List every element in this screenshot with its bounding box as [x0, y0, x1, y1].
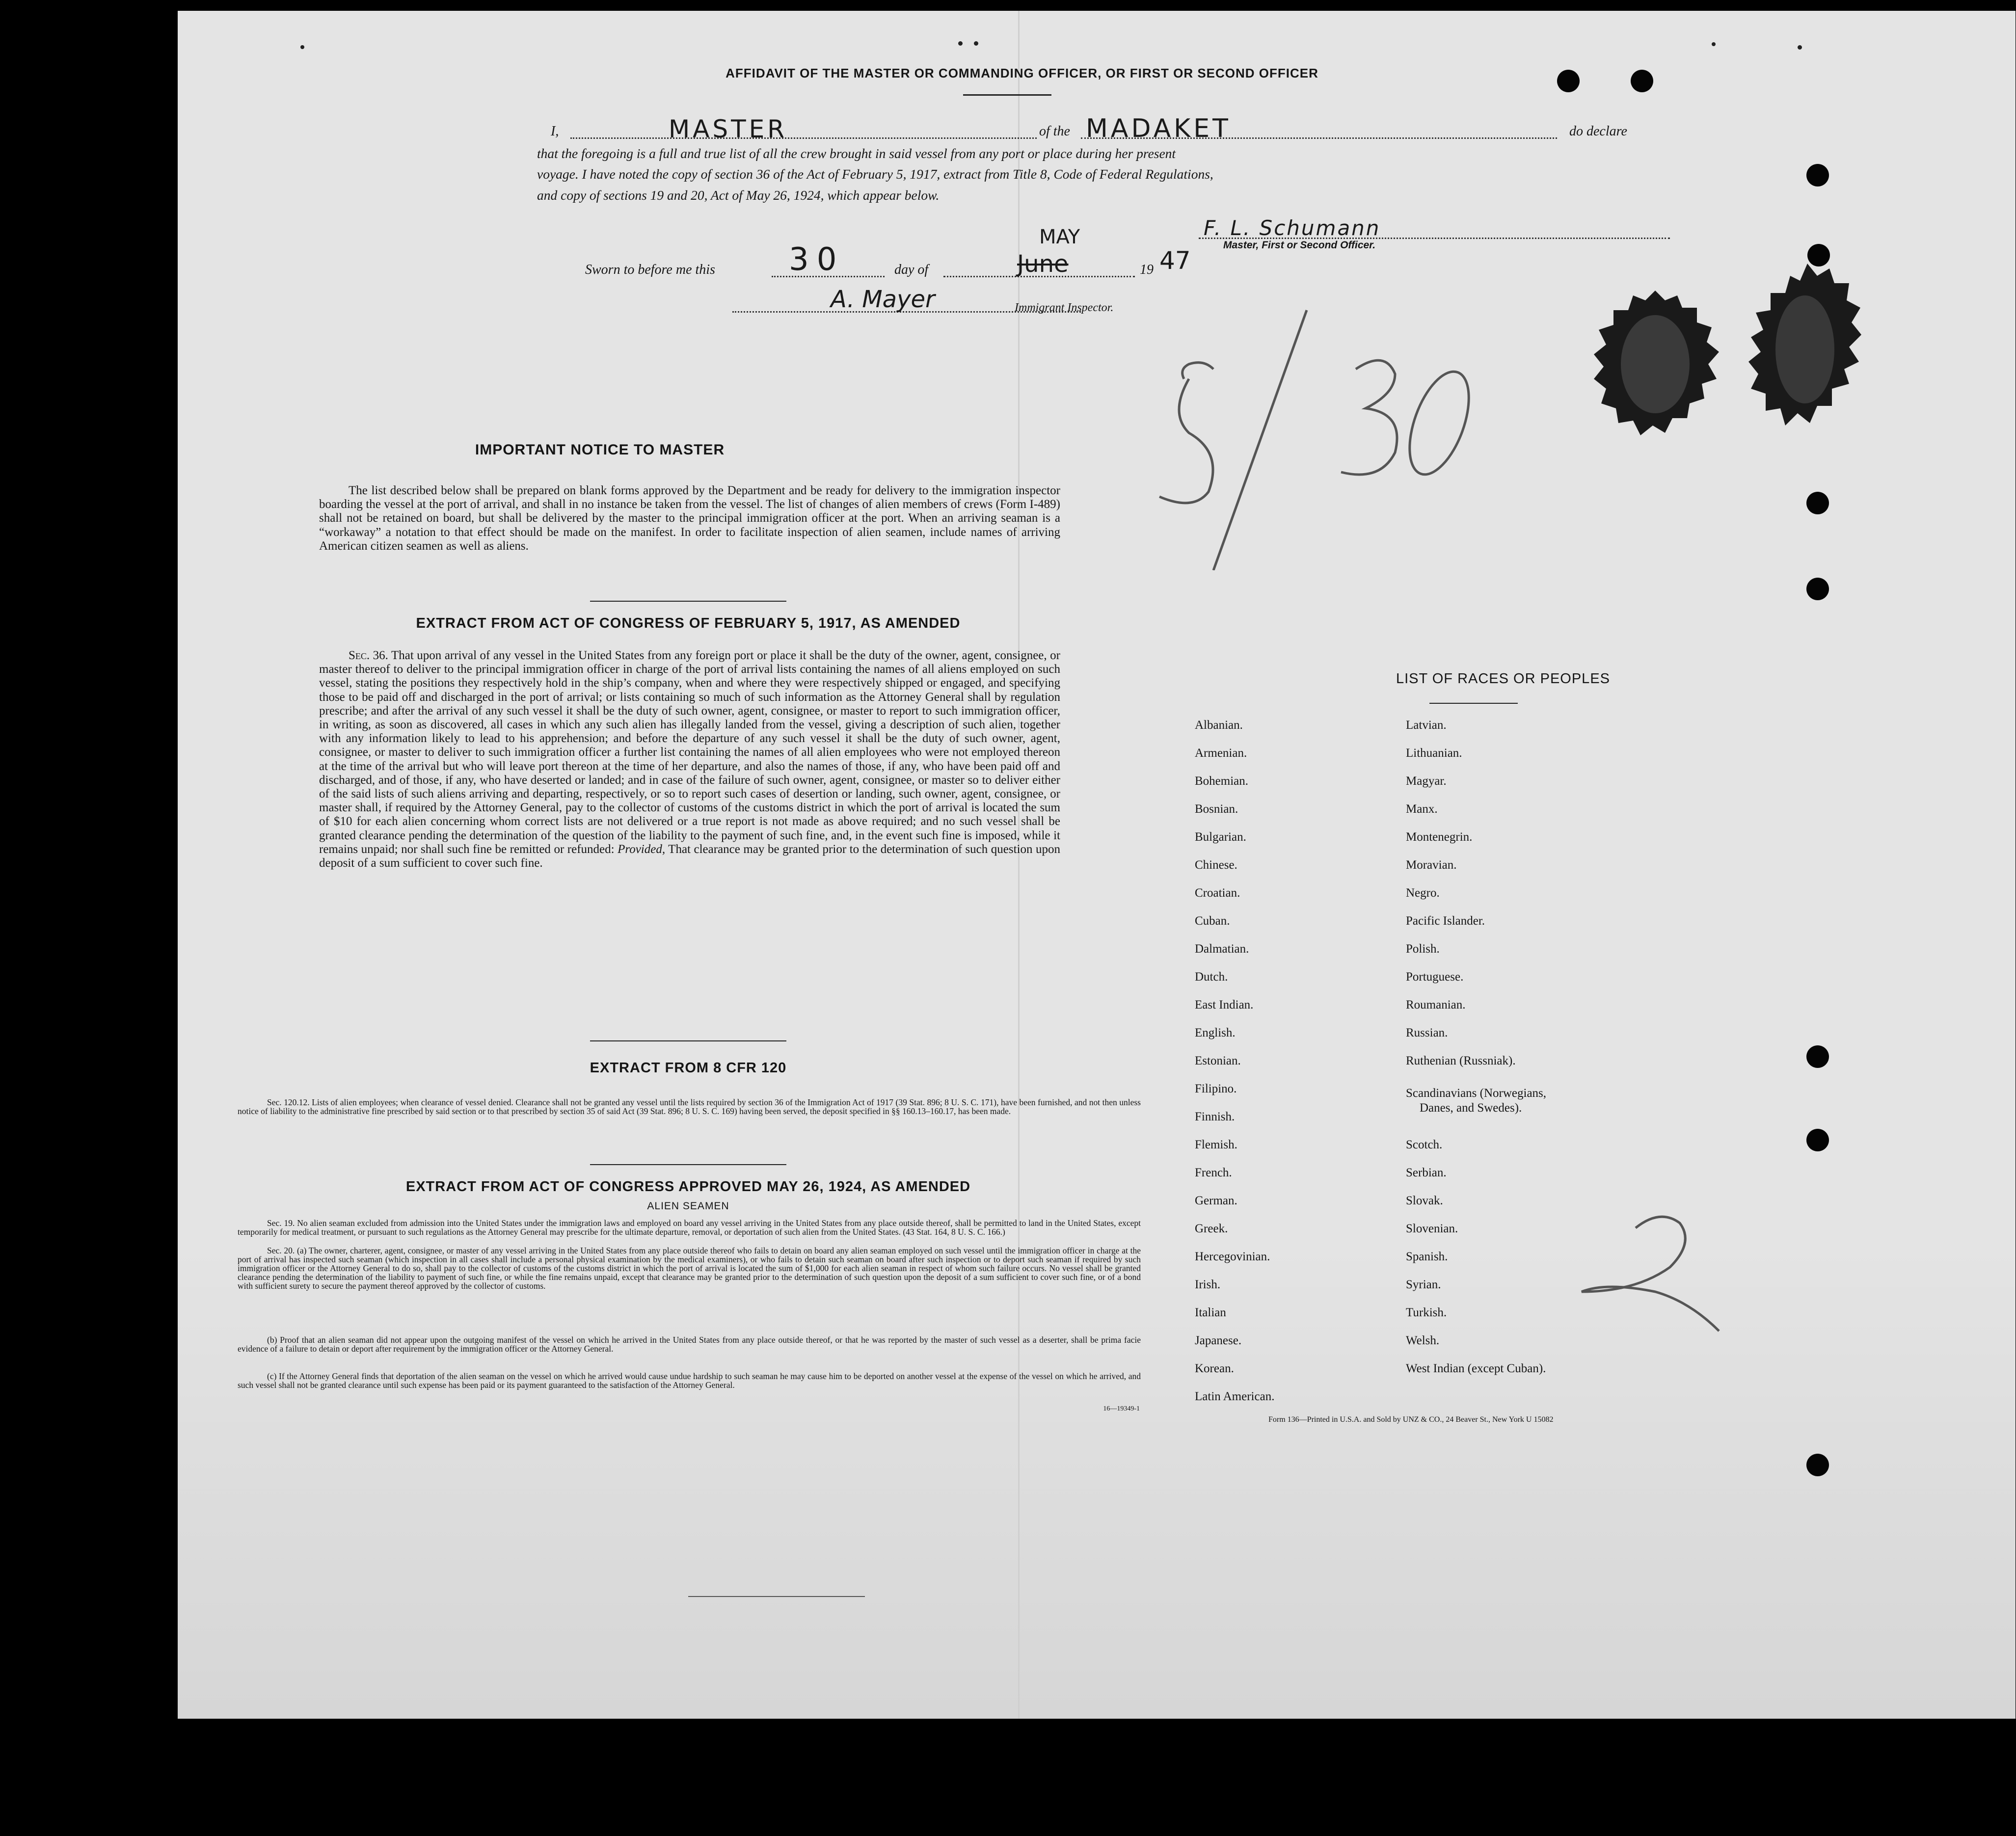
race-item: Hercegovinian. — [1195, 1250, 1270, 1263]
race-item: Irish. — [1195, 1278, 1221, 1291]
officer-title-field — [570, 137, 1037, 139]
sworn-label: Sworn to before me this — [585, 262, 715, 277]
section-rule — [590, 601, 786, 602]
race-item: Latvian. — [1406, 718, 1447, 732]
race-item: Scandinavians (Norwegians, — [1406, 1087, 1547, 1100]
race-item: Portuguese. — [1406, 970, 1464, 984]
inspector-signature: A. Mayer — [831, 286, 935, 313]
punch-hole — [1806, 492, 1829, 514]
race-item: Bosnian. — [1195, 802, 1238, 816]
affidavit-line-2: voyage. I have noted the copy of section 36 of the Act of February 5, 1917, extract from Title 8, Code of Federal Regulations, — [537, 166, 1213, 182]
race-item: West Indian (except Cuban). — [1406, 1362, 1546, 1375]
race-item: Korean. — [1195, 1362, 1234, 1375]
punch-hole — [1807, 244, 1830, 266]
month-struck-handwritten: June — [1017, 250, 1069, 278]
section-20c-text: (c) If the Attorney General finds that deportation of the alien seaman on the vessel on which he arrived would cause undue hardship to such seaman he may cause him to be deported on another vessel at the expense of the vessel on which he arrived, and such vessel shall not be granted clearance until such expense has been paid or its payment guaranteed to the satisfaction of the Attorney General. — [238, 1371, 1141, 1390]
race-item: Italian — [1195, 1306, 1226, 1319]
race-item: Slovak. — [1406, 1194, 1443, 1207]
extract-cfr-title: EXTRACT FROM 8 CFR 120 — [590, 1060, 787, 1076]
race-item: French. — [1195, 1166, 1232, 1179]
race-item: Moravian. — [1406, 858, 1457, 872]
big-date-handwriting — [1140, 295, 1493, 570]
speck — [300, 45, 304, 49]
race-item: Turkish. — [1406, 1306, 1447, 1319]
day-of-label: day of — [894, 262, 929, 277]
race-item: Estonian. — [1195, 1054, 1241, 1067]
affidavit-of-the: of the — [1039, 124, 1070, 139]
speck — [1798, 45, 1802, 50]
affidavit-line-3: and copy of sections 19 and 20, Act of May 26, 1924, which appear below. — [537, 187, 940, 203]
race-item: Lithuanian. — [1406, 746, 1462, 760]
extract-1924-title: EXTRACT FROM ACT OF CONGRESS APPROVED MAY 26, 1924, AS AMENDED — [405, 1179, 971, 1195]
race-item: East Indian. — [1195, 998, 1254, 1011]
race-item: Negro. — [1406, 886, 1440, 900]
race-item: Scotch. — [1406, 1138, 1443, 1151]
race-item: Filipino. — [1195, 1082, 1237, 1095]
race-item: Magyar. — [1406, 774, 1447, 788]
paper-shadow — [178, 1238, 2016, 1719]
race-item: Danes, and Swedes). — [1420, 1101, 1522, 1115]
race-item: German. — [1195, 1194, 1237, 1207]
race-item: Polish. — [1406, 942, 1440, 956]
race-item: Armenian. — [1195, 746, 1247, 760]
speck — [974, 41, 978, 46]
section-20b-text: (b) Proof that an alien seaman did not appear upon the outgoing manifest of the vessel on which he arrived in the United States from any place outside thereof, or that he was reported by the master of such vessel as a deserter, shall be prima facie evidence of a failure to detain or deport after requirement by the immigration officer or the Attorney General. — [238, 1335, 1141, 1354]
extract-1917-text — [319, 649, 1060, 870]
race-item: Roumanian. — [1406, 998, 1466, 1011]
document-page — [178, 11, 2016, 1719]
punch-hole — [1806, 164, 1829, 186]
extract-1924-subtitle: ALIEN SEAMEN — [647, 1200, 729, 1212]
affidavit-i: I, — [551, 124, 559, 139]
race-item: Cuban. — [1195, 914, 1230, 928]
race-item: Pacific Islander. — [1406, 914, 1485, 928]
master-signature: F. L. Schumann — [1204, 216, 1381, 240]
notice-title: IMPORTANT NOTICE TO MASTER — [475, 442, 725, 458]
race-item: Japanese. — [1195, 1334, 1242, 1347]
race-item: Bohemian. — [1195, 774, 1249, 788]
race-item: Spanish. — [1406, 1250, 1448, 1263]
races-rule — [1429, 703, 1518, 704]
section-36-body: That upon arrival of any vessel in the United States from any foreign port or place it shall be the duty of the owner, agent, consignee, or master thereof to deliver to the principal immigration officer in charge of the port of arrival lists containing the names of all aliens employed on such vessel, stating the positions they respectively hold in the ship’s company, when and where they were respectively shipped or engaged, and specifying those to be paid off and discharged in the port of arrival; or lists containing so much of such information as the Attorney General shall by regulation prescribe; and after the arrival of any such vessel it shall be the duty of such owner, agent, consignee, or master to report to such immigration officer, in writing, as soon as discovered, all cases in which any such alien has illegally landed from the vessel, giving a description of such alien, together with any information likely to lead to his apprehension; and before the departure of any such vessel it shall be the duty of such owner, agent, consignee, or master to deliver to such immigration officer a further list containing the names of all alien employees who were not employed thereon at the time of the arrival but who will leave port thereon at the time of her departure, and also the names of those, if any, who have been paid off and discharged, and of those, if any, who have deserted or landed; and in case of the failure of such owner, agent, consignee, or master so to deliver either of the said lists of such aliens arriving and departing, respectively, or so to report such cases of desertion or landing, such owner, agent, consignee, or master shall, if required by the Attorney General, pay to the collector of customs of the customs district in which the port of arrival is located the sum of $10 for each alien concerning whom correct lists are not delivered or a true report is not made as above required; and no such vessel shall be granted clearance pending the determination of the question of the liability to the payment of such fine, and, in the event such fine is imposed, while it remains unpaid; nor shall such fine be remitted or refunded: — [319, 649, 1060, 856]
race-item: Dutch. — [1195, 970, 1228, 984]
race-item: Russian. — [1406, 1026, 1448, 1039]
punch-hole — [1806, 1129, 1829, 1151]
speck — [958, 41, 963, 46]
punch-hole — [1806, 1045, 1829, 1068]
form-code: 16—19349-1 — [1103, 1405, 1140, 1412]
master-caption: Master, First or Second Officer. — [1223, 239, 1376, 251]
race-item: Chinese. — [1195, 858, 1237, 872]
race-item: English. — [1195, 1026, 1236, 1039]
section-rule — [590, 1164, 786, 1165]
vessel-name-handwritten: MADAKET — [1086, 114, 1231, 143]
affidavit-line-1: that the foregoing is a full and true list of all the crew brought in said vessel from any port or place during her present — [537, 146, 1176, 161]
race-item: Manx. — [1406, 802, 1438, 816]
race-item: Serbian. — [1406, 1166, 1447, 1179]
race-item: Latin American. — [1195, 1390, 1275, 1403]
race-item: Greek. — [1195, 1222, 1228, 1235]
section-19-text: Sec. 19. No alien seaman excluded from admission into the United States under the immigration laws and employed on board any vessel arriving in the United States from any place outside thereof, shall be permitted to land in the United States, except temporarily for medical treatment, or pursuant to such regulations as the Attorney General may prescribe for the ultimate departure, removal, or deportation of such alien from the United States. (43 Stat. 164, 8 U. S. C. 166.) — [238, 1218, 1141, 1237]
officer-title-handwritten: MASTER — [669, 115, 787, 143]
race-item: Dalmatian. — [1195, 942, 1249, 956]
printer-imprint: Form 136—Printed in U.S.A. and Sold by UNZ & CO., 24 Beaver St., New York U 15082 — [1268, 1415, 1554, 1424]
notice-text: The list described below shall be prepared on blank forms approved by the Department and be ready for delivery to the immigration inspector boarding the vessel at the port of arrival, and shall in no instance be taken from the vessel. The list of changes of alien members of crews (Form I-489) shall not be retained on board, but shall be delivered by the master to the principal immigration officer at the port. When an arriving seaman is a “workaway” a notation to that effect should be made on the manifest. In order to facilitate inspection of alien seamen, include names of arriving American citizen seamen as well as aliens. — [319, 484, 1060, 553]
race-item: Albanian. — [1195, 718, 1243, 732]
section-rule — [590, 1040, 786, 1041]
race-item: Ruthenian (Russniak). — [1406, 1054, 1516, 1067]
embossed-seal-left — [1591, 286, 1719, 443]
extract-1917-title: EXTRACT FROM ACT OF CONGRESS OF FEBRUARY 5, 1917, AS AMENDED — [416, 615, 961, 631]
year-prefix: 19 — [1140, 262, 1154, 277]
provided-word: Provided, — [618, 842, 666, 856]
faint-rule — [688, 1596, 865, 1597]
punch-hole — [1806, 1454, 1829, 1476]
title-rule — [963, 94, 1051, 96]
race-item: Montenegrin. — [1406, 830, 1473, 844]
races-title: LIST OF RACES OR PEOPLES — [1396, 671, 1611, 687]
embossed-seal-right — [1748, 261, 1861, 438]
race-item: Syrian. — [1406, 1278, 1441, 1291]
section-20a-text: Sec. 20. (a) The owner, charterer, agent, consignee, or master of any vessel arriving in the United States from any place outside thereof who fails to detain on board any alien seaman employed on such vessel until the immigration officer in charge at the port of arrival has inspected such seaman (which inspection in all cases shall include a personal physical examination by the medical examiners), or who fails to detain such seaman on board after such inspection or to deport such seaman if required by such immigration officer or the Attorney General to do so, shall pay to the collector of customs of the customs district in which the port of arrival is located the sum of $1,000 for each alien seaman in respect of whom such failure occurs. No vessel shall be granted clearance pending the determination of the liability to payment of such fine, or while the fine remains unpaid, except that clearance may be granted prior to the determination of such question upon the deposit of a sum sufficient to cover such fine, or of a bond with sufficient surety to secure the payment thereof approved by the collector of customs. — [238, 1246, 1141, 1291]
race-item: Croatian. — [1195, 886, 1240, 900]
punch-hole — [1631, 70, 1653, 92]
affidavit-title: AFFIDAVIT OF THE MASTER OR COMMANDING OFFICER, OR FIRST OR SECOND OFFICER — [726, 66, 1318, 80]
race-item: Flemish. — [1195, 1138, 1237, 1151]
speck — [1712, 42, 1716, 46]
section-36-label: Sec. 36. — [349, 649, 388, 662]
month-handwritten: MAY — [1039, 226, 1080, 248]
race-item: Slovenian. — [1406, 1222, 1458, 1235]
race-item: Bulgarian. — [1195, 830, 1246, 844]
race-item: Finnish. — [1195, 1110, 1235, 1123]
section-36-proviso: That clearance may be granted prior to the determination of such question upon deposit of a sum sufficient to cover such fine. — [319, 842, 1061, 870]
day-handwritten: 30 — [789, 241, 845, 278]
affidavit-do-declare: do declare — [1569, 124, 1627, 139]
race-item: Welsh. — [1406, 1334, 1440, 1347]
punch-hole — [1557, 70, 1580, 92]
extract-cfr-text: Sec. 120.12. Lists of alien employees; when clearance of vessel denied. Clearance shall not be granted any vessel until the lists required by section 36 of the Immigration Act of 1917 (39 Stat. 896; 8 U. S. C. 171), have been furnished, and not then unless notice of liability to the administrative fine prescribed by said section or to that prescribed by section 35 of said Act (39 Stat. 896; 8 U. S. C. 169) having been served, the deposit specified in §§ 160.13–160.17, has been made. — [238, 1097, 1141, 1116]
inspector-caption: Immigrant Inspector. — [1015, 301, 1114, 314]
margin-number-handwriting — [1577, 1208, 1724, 1336]
year-handwritten: 47 — [1159, 246, 1191, 275]
punch-hole — [1806, 578, 1829, 600]
